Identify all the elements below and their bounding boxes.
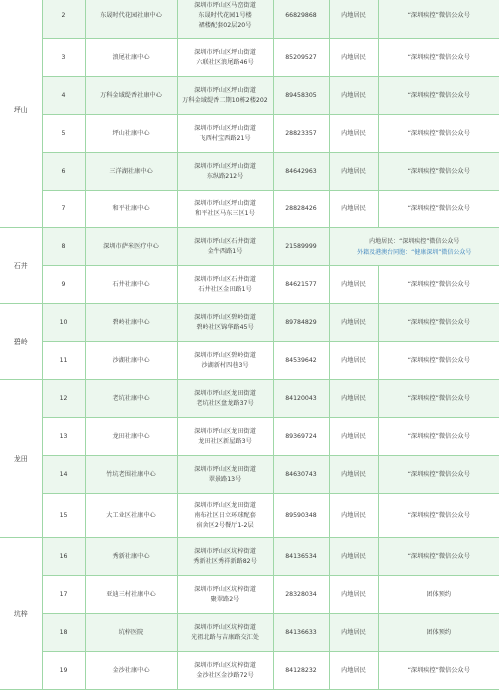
address-line: 深圳市坪山区坪山街道 [194, 124, 256, 132]
phone-number: 84120043 [273, 380, 329, 418]
booking-channel: “深圳疾控”微信公众号 [378, 652, 499, 690]
site-address [177, 614, 273, 652]
row-number: 15 [42, 494, 85, 538]
row-number: 10 [42, 304, 85, 342]
channel-foreign: 外籍及港澳台同胞：“健康深圳”微信公众号 [357, 248, 472, 256]
table-row [0, 77, 499, 115]
site-name: 碧岭社康中心 [85, 304, 177, 342]
row-number: 6 [42, 153, 85, 191]
district-cell-longtian: 龙田 [0, 380, 42, 538]
target-group: 内地居民 [329, 0, 378, 39]
booking-channel: “深圳疾控”微信公众号 [378, 418, 499, 456]
address-line: 深圳市坪山区龙田街道 [194, 465, 256, 473]
table-row [0, 304, 499, 342]
booking-channel: “深圳疾控”微信公众号 [378, 77, 499, 115]
district-cell-kengzi: 坑梓 [0, 538, 42, 690]
site-address [177, 191, 273, 228]
row-number: 12 [42, 380, 85, 418]
site-name: 三洋湖社康中心 [85, 153, 177, 191]
site-address [177, 576, 273, 614]
site-name: 老坑社康中心 [85, 380, 177, 418]
booking-channel: “深圳疾控”微信公众号 [378, 153, 499, 191]
booking-channel: “深圳疾控”微信公众号 [378, 266, 499, 304]
site-name: 大工业区社康中心 [85, 494, 177, 538]
booking-channel: “深圳疾控”微信公众号 [378, 304, 499, 342]
table-row [0, 266, 499, 304]
address-line: 碧岭社区锦华路45号 [196, 323, 254, 331]
site-address [177, 304, 273, 342]
target-group: 内地居民 [329, 342, 378, 380]
row-number: 19 [42, 652, 85, 690]
phone-number: 84630743 [273, 456, 329, 494]
phone-number: 89784829 [273, 304, 329, 342]
booking-channel: “深圳疾控”微信公众号 [378, 191, 499, 228]
table-row [0, 652, 499, 690]
address-line: 深圳市坪山区坑梓街道 [194, 623, 256, 631]
site-name: 东晟时代花园社康中心 [85, 0, 177, 39]
district-cell-shijing: 石井 [0, 228, 42, 304]
row-number: 7 [42, 191, 85, 228]
table-row [0, 576, 499, 614]
table-row [0, 0, 499, 39]
target-group: 内地居民 [329, 39, 378, 77]
address-line: 秀新社区秀祥新路82号 [193, 557, 257, 565]
booking-channel: “深圳疾控”微信公众号 [378, 39, 499, 77]
table-row [0, 614, 499, 652]
table-row [0, 456, 499, 494]
row-number: 14 [42, 456, 85, 494]
table-row [0, 538, 499, 576]
address-line: 深圳市坪山区碧岭街道 [194, 313, 256, 321]
row-number: 9 [42, 266, 85, 304]
row-number: 8 [42, 228, 85, 266]
site-name: 万科金域缇香社康中心 [85, 77, 177, 115]
row-number: 2 [42, 0, 85, 39]
booking-channel: 团体预约 [378, 576, 499, 614]
target-group: 内地居民 [329, 456, 378, 494]
site-address [177, 0, 273, 39]
address-line: 万科金域缇香二期10栋2楼202 [182, 96, 268, 104]
target-group: 内地居民 [329, 614, 378, 652]
site-address [177, 456, 273, 494]
target-group: 内地居民 [329, 153, 378, 191]
address-line: 深圳市坪山区坪山街道 [194, 162, 256, 170]
address-line: 金沙社区金沙路72号 [196, 671, 254, 679]
target-group: 内地居民 [329, 304, 378, 342]
address-line: 龙田社区新屋路3号 [198, 437, 252, 445]
site-name: 浪尾社康中心 [85, 39, 177, 77]
site-address [177, 228, 273, 266]
site-address [177, 418, 273, 456]
site-address [177, 494, 273, 538]
site-address [177, 153, 273, 191]
site-name: 沙湖社康中心 [85, 342, 177, 380]
booking-channel-combined [329, 228, 499, 266]
table-row [0, 153, 499, 191]
address-line: 飞西村宝西路21号 [199, 134, 251, 142]
site-name: 秀新社康中心 [85, 538, 177, 576]
row-number: 18 [42, 614, 85, 652]
address-line: 南布社区日立环球配套 [194, 511, 256, 519]
site-name: 和平社康中心 [85, 191, 177, 228]
booking-channel: “深圳疾控”微信公众号 [378, 538, 499, 576]
target-group: 内地居民 [329, 494, 378, 538]
address-line: 聚翠路2号 [210, 595, 240, 603]
phone-number: 89369724 [273, 418, 329, 456]
address-line: 金牛西路1号 [207, 247, 243, 255]
district-cell-pingshan: 坪山 [0, 0, 42, 228]
site-address [177, 380, 273, 418]
phone-number: 89590348 [273, 494, 329, 538]
address-line: 深圳市坪山区坪山街道 [194, 48, 256, 56]
target-group: 内地居民 [329, 77, 378, 115]
site-name: 深圳市萨米医疗中心 [85, 228, 177, 266]
target-group: 内地居民 [329, 418, 378, 456]
address-line: 老坑社区盘龙路37号 [196, 399, 254, 407]
booking-channel: “深圳疾控”微信公众号 [378, 456, 499, 494]
district-cell-biling: 碧岭 [0, 304, 42, 380]
target-group: 内地居民 [329, 538, 378, 576]
booking-channel: “深圳疾控”微信公众号 [378, 342, 499, 380]
address-line: 深圳市坪山区龙田街道 [194, 501, 256, 509]
address-line: 光祖北路与吉康路交汇处 [190, 633, 260, 641]
target-group: 内地居民 [329, 191, 378, 228]
table-row [0, 228, 499, 266]
row-number: 5 [42, 115, 85, 153]
site-name: 亚迪三村社康中心 [85, 576, 177, 614]
target-group: 内地居民 [329, 266, 378, 304]
address-line: 深圳市坪山区碧岭街道 [194, 351, 256, 359]
address-line: 深圳市坪山区坑梓街道 [194, 585, 256, 593]
address-line: 石井社区金田路1号 [198, 285, 252, 293]
target-group: 内地居民 [329, 652, 378, 690]
row-number: 11 [42, 342, 85, 380]
address-line: 深圳市坪山区坪山街道 [194, 200, 256, 207]
site-address [177, 652, 273, 690]
row-number: 13 [42, 418, 85, 456]
address-line: 六联社区浪尾路46号 [196, 58, 254, 66]
address-line: 宿舍区2号餐厅1-2层 [196, 521, 254, 529]
phone-number: 84136633 [273, 614, 329, 652]
phone-number: 84128232 [273, 652, 329, 690]
site-address [177, 115, 273, 153]
site-address [177, 266, 273, 304]
address-line: 深圳市坪山区坑梓街道 [194, 547, 256, 555]
site-address [177, 342, 273, 380]
channel-mainland: 内地居民：“深圳疾控”微信公众号 [369, 237, 460, 245]
phone-number: 84539642 [273, 342, 329, 380]
table-row [0, 115, 499, 153]
phone-number: 84136534 [273, 538, 329, 576]
address-line: 深圳市坪山区坑梓街道 [194, 661, 256, 669]
row-number: 4 [42, 77, 85, 115]
site-name: 竹坑老围社康中心 [85, 456, 177, 494]
site-address [177, 538, 273, 576]
site-name: 坑梓医院 [85, 614, 177, 652]
phone-number: 85209527 [273, 39, 329, 77]
table-row [0, 39, 499, 77]
booking-channel: 团体预约 [378, 614, 499, 652]
address-line: 深圳市坪山区石井街道 [194, 275, 256, 283]
site-name: 坪山社康中心 [85, 115, 177, 153]
site-address [177, 77, 273, 115]
site-name: 龙田社康中心 [85, 418, 177, 456]
phone-number: 66829868 [273, 0, 329, 39]
row-number: 16 [42, 538, 85, 576]
phone-number: 89458305 [273, 77, 329, 115]
address-line: 深圳市坪山区龙田街道 [194, 427, 256, 435]
phone-number: 28823357 [273, 115, 329, 153]
table-row [0, 191, 499, 228]
address-line: 东纵路212号 [206, 172, 244, 180]
table-row [0, 494, 499, 538]
phone-number: 28828426 [273, 191, 329, 228]
address-line: 和平社区马东三区1号 [195, 210, 255, 217]
booking-channel: “深圳疾控”微信公众号 [378, 494, 499, 538]
row-number: 3 [42, 39, 85, 77]
address-line: 裙楼配套02层20号 [198, 21, 252, 29]
table-row [0, 342, 499, 380]
address-line: 东晟时代花园1号楼 [198, 11, 252, 19]
phone-number: 84621577 [273, 266, 329, 304]
booking-channel: “深圳疾控”微信公众号 [378, 380, 499, 418]
address-line: 深圳市坪山区坪山街道 [194, 86, 256, 94]
table-row [0, 418, 499, 456]
site-name: 石井社康中心 [85, 266, 177, 304]
phone-number: 84642963 [273, 153, 329, 191]
address-line: 翠景路13号 [208, 475, 242, 483]
phone-number: 21589999 [273, 228, 329, 266]
target-group: 内地居民 [329, 115, 378, 153]
phone-number: 28328034 [273, 576, 329, 614]
target-group: 内地居民 [329, 576, 378, 614]
booking-channel: “深圳疾控”微信公众号 [378, 0, 499, 39]
address-line: 深圳市坪山区马峦街道 [194, 1, 256, 9]
address-line: 深圳市坪山区石井街道 [194, 237, 256, 245]
target-group: 内地居民 [329, 380, 378, 418]
address-line: 沙湖新村四巷3号 [201, 361, 249, 369]
table-row [0, 380, 499, 418]
row-number: 17 [42, 576, 85, 614]
site-name: 金沙社康中心 [85, 652, 177, 690]
address-line: 深圳市坪山区龙田街道 [194, 389, 256, 397]
booking-channel: “深圳疾控”微信公众号 [378, 115, 499, 153]
site-address [177, 39, 273, 77]
